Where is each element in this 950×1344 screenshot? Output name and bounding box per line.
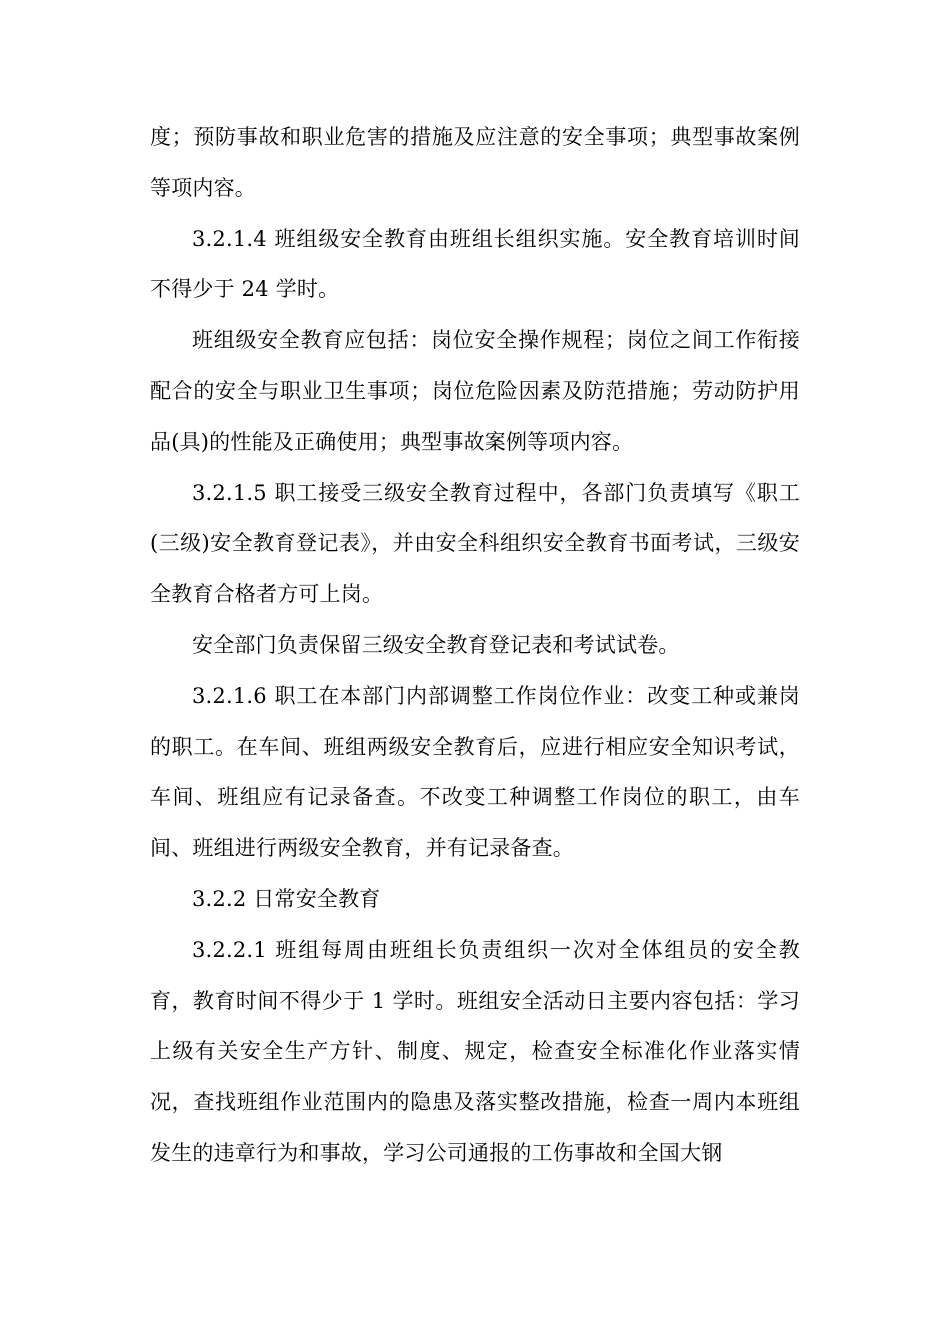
paragraph-3-2-1-4: 3.2.1.4 班组级安全教育由班组长组织实施。安全教育培训时间不得少于 24 学时。	[150, 226, 800, 302]
paragraph-3-2-1-5: 3.2.1.5 职工接受三级安全教育过程中，各部门负责填写《职工(三级)安全教育登记表》，并由安全科组织安全教育书面考试，三级安全教育合格者方可上岗。	[150, 480, 800, 607]
section-heading-3-2-2: 3.2.2 日常安全教育	[192, 886, 381, 911]
paragraph-3-2-2-1: 3.2.2.1 班组每周由班组长负责组织一次对全体组员的安全教育，教育时间不得少于 1 学时。班组安全活动日主要内容包括：学习上级有关安全生产方针、制度、规定，检查安全标准化作业落实情况，查找班组作业范围内的隐患及落实整改措施，检查一周内本班组发生的违章行为和事故，学习公司通报的工伤事故和全国大钢	[150, 937, 800, 1165]
document-body	[150, 112, 800, 1179]
paragraph-safety-dept-records: 安全部门负责保留三级安全教育登记表和考试试卷。	[192, 632, 680, 657]
paragraph-team-education-content: 班组级安全教育应包括：岗位安全操作规程；岗位之间工作衔接配合的安全与职业卫生事项；岗位危险因素及防范措施；劳动防护用品(具)的性能及正确使用；典型事故案例等项内容。	[150, 328, 800, 454]
paragraph-continuation: 度；预防事故和职业危害的措施及应注意的安全事项；典型事故案例等项内容。	[150, 125, 800, 200]
paragraph-3-2-1-6: 3.2.1.6 职工在本部门内部调整工作岗位作业：改变工种或兼岗的职工。在车间、班组两级安全教育后，应进行相应安全知识考试，车间、班组应有记录备查。不改变工种调整工作岗位的职工，由车间、班组进行两级安全教育，并有记录备查。	[150, 683, 800, 861]
